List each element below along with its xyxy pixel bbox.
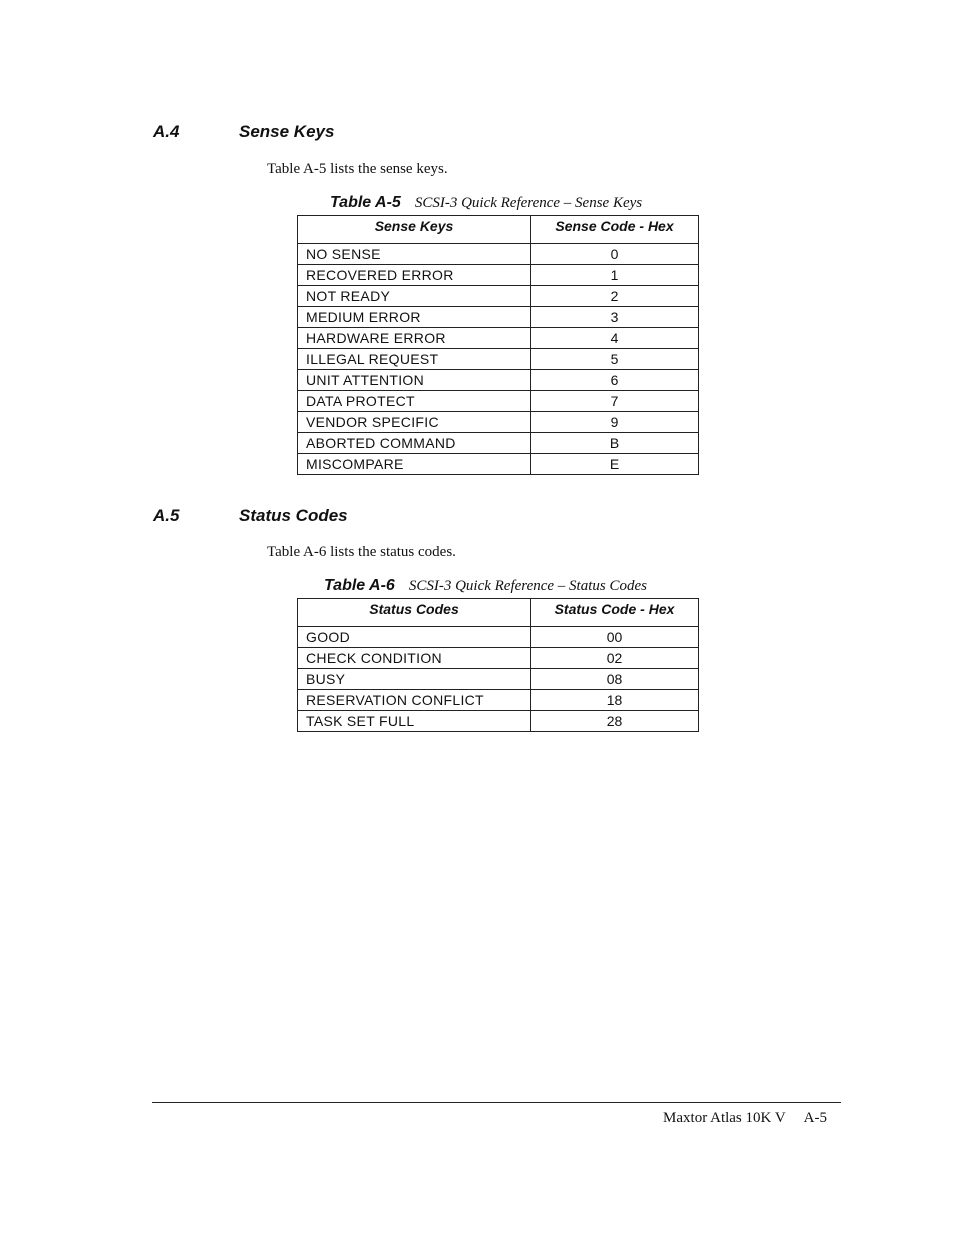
row-code-cell: 5	[531, 349, 699, 370]
row-code-cell: E	[531, 454, 699, 475]
table-row	[298, 648, 699, 669]
table-title: SCSI-3 Quick Reference – Status Codes	[408, 578, 647, 594]
table-row	[298, 711, 699, 732]
row-name-cell: MISCOMPARE	[298, 454, 531, 475]
section-intro: Table A-5 lists the sense keys.	[267, 161, 448, 177]
table-row	[298, 454, 699, 475]
table-label: Table A-5	[330, 194, 401, 211]
row-name-cell: ILLEGAL REQUEST	[298, 349, 531, 370]
status-codes-table	[297, 598, 699, 732]
page-footer	[663, 1110, 827, 1127]
row-name-cell: RESERVATION CONFLICT	[298, 690, 531, 711]
table-row	[298, 690, 699, 711]
row-name-cell: HARDWARE ERROR	[298, 328, 531, 349]
row-code-cell: 0	[531, 244, 699, 265]
table-row	[298, 412, 699, 433]
table-row	[298, 433, 699, 454]
column-header: Sense Keys	[298, 216, 531, 244]
page-number: A-5	[803, 1110, 827, 1126]
row-code-cell: 18	[531, 690, 699, 711]
table-row	[298, 349, 699, 370]
section-title: Status Codes	[239, 506, 348, 525]
table-row	[298, 669, 699, 690]
row-name-cell: UNIT ATTENTION	[298, 370, 531, 391]
table-row	[298, 370, 699, 391]
row-name-cell: ABORTED COMMAND	[298, 433, 531, 454]
column-header: Status Codes	[298, 599, 531, 627]
table-header-row	[298, 216, 699, 244]
row-code-cell: 02	[531, 648, 699, 669]
column-header: Sense Code - Hex	[531, 216, 699, 244]
row-name-cell: CHECK CONDITION	[298, 648, 531, 669]
row-code-cell: 08	[531, 669, 699, 690]
table-row	[298, 328, 699, 349]
section-title: Sense Keys	[239, 122, 335, 141]
table-row	[298, 391, 699, 412]
row-name-cell: VENDOR SPECIFIC	[298, 412, 531, 433]
row-name-cell: MEDIUM ERROR	[298, 307, 531, 328]
table-row	[298, 307, 699, 328]
table-header-row	[298, 599, 699, 627]
row-name-cell: DATA PROTECT	[298, 391, 531, 412]
row-code-cell: B	[531, 433, 699, 454]
table-caption	[330, 194, 642, 212]
row-name-cell: NOT READY	[298, 286, 531, 307]
table-caption	[324, 577, 647, 595]
column-header: Status Code - Hex	[531, 599, 699, 627]
row-code-cell: 6	[531, 370, 699, 391]
table-row	[298, 244, 699, 265]
row-code-cell: 2	[531, 286, 699, 307]
section-number: A.5	[153, 506, 180, 525]
table-row	[298, 265, 699, 286]
row-code-cell: 1	[531, 265, 699, 286]
sense-keys-table	[297, 215, 699, 475]
table-title: SCSI-3 Quick Reference – Sense Keys	[414, 195, 643, 211]
table-label: Table A-6	[324, 577, 395, 594]
row-name-cell: NO SENSE	[298, 244, 531, 265]
footer-product: Maxtor Atlas 10K V	[663, 1110, 786, 1126]
row-code-cell: 28	[531, 711, 699, 732]
row-code-cell: 3	[531, 307, 699, 328]
table-row	[298, 286, 699, 307]
row-code-cell: 00	[531, 627, 699, 648]
row-name-cell: GOOD	[298, 627, 531, 648]
footer-rule	[152, 1102, 841, 1103]
table-row	[298, 627, 699, 648]
row-name-cell: TASK SET FULL	[298, 711, 531, 732]
row-code-cell: 7	[531, 391, 699, 412]
section-number: A.4	[153, 122, 180, 141]
row-name-cell: BUSY	[298, 669, 531, 690]
row-name-cell: RECOVERED ERROR	[298, 265, 531, 286]
row-code-cell: 9	[531, 412, 699, 433]
row-code-cell: 4	[531, 328, 699, 349]
section-intro: Table A-6 lists the status codes.	[267, 544, 456, 560]
